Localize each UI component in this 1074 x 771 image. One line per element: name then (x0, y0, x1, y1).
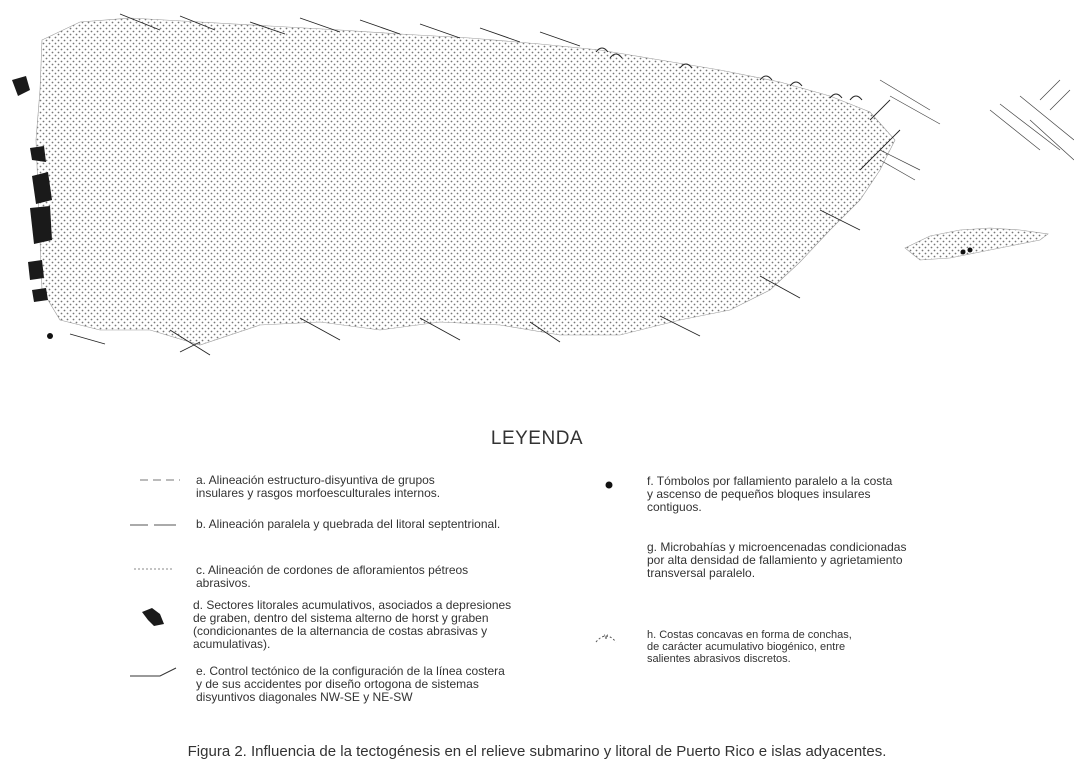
puerto-rico-map (0, 0, 1074, 380)
symbol-c-dotted-line (134, 564, 174, 574)
legend-item-f: f. Tómbolos por fallamiento paralelo a la costa y ascenso de pequeños bloques insulares contiguos. (647, 474, 893, 514)
legend-item-g: g. Microbahías y microencenadas condicionadas por alta densidad de fallamiento y agrietamiento transversal paralelo. (647, 540, 907, 580)
vieques-island-shape (905, 228, 1048, 260)
svg-text:v: v (604, 632, 608, 641)
main-island-shape (36, 18, 895, 345)
legend-item-c: c. Alineación de cordones de afloramientos pétreos abrasivos. (196, 563, 469, 590)
symbol-f-dot (604, 480, 614, 490)
legend-item-h: h. Costas concavas en forma de conchas, de carácter acumulativo biogénico, entre salientes abrasivos discretos. (647, 629, 852, 665)
figure-caption: Figura 2. Influencia de la tectogénesis en el relieve submarino y litoral de Puerto Rico e islas adyacentes. (187, 743, 887, 760)
symbol-h-shell (592, 628, 620, 650)
offshore-lineations (880, 80, 1074, 180)
symbol-a-dashed-line (140, 474, 180, 486)
legend-item-e: e. Control tectónico de la configuración de la línea costera y de sus accidentes por diseño ortogona de sistemas disyuntivos diagonales NW-SE y NE-SW (196, 664, 505, 704)
symbol-d-dark-patch (140, 606, 166, 628)
legend-item-b: b. Alineación paralela y quebrada del litoral septentrional. (196, 517, 501, 531)
legend-item-d: d. Sectores litorales acumulativos, asociados a depresiones de graben, dentro del sistema alterno de horst y graben (condicionantes de la alternancia de costas abrasivas y acumulativas). (193, 598, 512, 651)
legend-title: LEYENDA (490, 428, 584, 449)
symbol-b-broken-line (130, 519, 176, 531)
symbol-e-fault-line (130, 666, 178, 680)
legend-item-a: a. Alineación estructuro-disyuntiva de grupos insulares y rasgos morfoesculturales internos. (196, 473, 441, 500)
